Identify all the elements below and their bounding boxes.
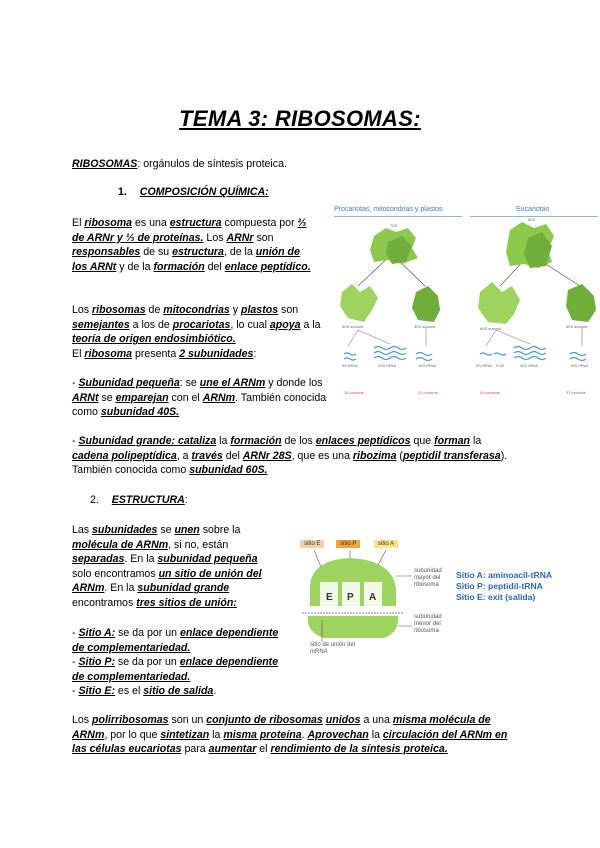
subunit-30s-icon [412, 286, 440, 322]
term-ribosomas: RIBOSOMAS [72, 158, 138, 170]
figure-left-title: Procariotas, mitocondrias y plastos [334, 206, 443, 213]
subunit-50s-icon [340, 284, 378, 322]
slot-a: A [369, 592, 377, 603]
tag-site-p: sitio P [336, 540, 360, 548]
subunit-40s-icon [566, 284, 596, 322]
rrna-wave-icon [480, 347, 586, 361]
paragraph-polyribosomes: Los polirribosomas son un conjunto de ribosomas unidos a una misma molécula de ARNm, por lo que sintetizan la misma proteína. Aprovechan la circulación del ARNm en las células eucariotas para aumentar el rendimiento de la síntesis proteica. [72, 714, 508, 756]
ribosome-composition-figure: Procariotas, mitocondrias y plastos Eucariotas 70S 80S 50S subunit 30S subunit 60S subunit 40S subunit 5S rRNA 23S rRNA 16S rRNA 5S rRNA 5.8S 28S rRNA 18S rRNA 34 proteins 21 proteins 49 proteins 33 proteins [330, 206, 600, 406]
paragraph-organelles: Los ribosomas de mitocondrias y plastos son semejantes a los de procariotas, lo cual apoya a la teoría de origen endosimbiótico. El ribosoma presenta 2 subunidades: [72, 304, 321, 360]
slot-p: P [347, 592, 354, 603]
legend-site-a: Sitio A: aminoacil-tRNA [456, 570, 553, 580]
list-item: - Sitio E: es el sitio de salida. [72, 685, 217, 698]
section-2-heading: 2. ESTRUCTURA: [90, 494, 188, 506]
label-mrna-site: sitio de unión del mRNA [310, 642, 356, 655]
label-major-subunit: subunidad mayor del ribosoma [414, 568, 442, 588]
ribosome-diagram [330, 206, 600, 406]
ribosome-70s-icon [370, 228, 418, 264]
small-subunit-shape [308, 616, 398, 638]
ribosome-sites-figure [292, 532, 592, 662]
section-1-heading: 1. COMPOSICIÓN QUÍMICA: [118, 186, 269, 198]
page-title: TEMA 3: RIBOSOMAS: [179, 106, 421, 131]
paragraph-composition: El ribosoma es una estructura compuesta por ⅔ de ARNr y ⅓ de proteínas. Los ARNr son responsables de su estructura, de la unión de los ARNt y de la formación del enlace peptídico. [72, 217, 311, 273]
paragraph-large-subunit: - Subunidad grande: cataliza la formación de los enlaces peptídicos que forman la cadena polipeptídica, a través del ARNr 28S, que es una ribozima (peptidil transferasa). También conocida como subunidad 60S. [72, 435, 508, 477]
tag-site-a: sitio A [374, 540, 398, 548]
legend-site-p: Sitio P: peptidil-tRNA [456, 581, 543, 591]
rrna-wave-icon [344, 347, 432, 361]
paragraph-structure: Las subunidades se unen sobre la molécula de ARNm, si no, están separadas. En la subunidad pequeña solo encontramos un sitio de unión del ARNm. En la subunidad grande encontramos tres sitios de unión: [72, 524, 262, 609]
slot-e: E [326, 592, 333, 603]
list-item: - Sitio P: se da por un enlace dependiente de complementariedad. [72, 656, 279, 683]
sites-legend [456, 570, 552, 603]
list-item: - Sitio A: se da por un enlace dependiente de complementariedad. [72, 627, 279, 654]
intro-line: RIBOSOMAS: orgánulos de síntesis proteica. [72, 158, 287, 170]
subunit-60s-icon [478, 282, 520, 324]
sites-list [72, 626, 287, 699]
paragraph-small-subunit: - Subunidad pequeña: se une el ARNm y donde los ARNt se emparejan con el ARNm. También conocida como subunidad 40S. [72, 377, 327, 419]
label-minor-subunit: subunidad menor del ribosoma [414, 614, 442, 634]
figure-right-title: Eucariotas [516, 206, 550, 213]
ribosome-80s-icon [506, 222, 554, 268]
tag-site-e: sitio E [300, 540, 324, 548]
legend-site-e: Sitio E: exit (salida) [456, 592, 536, 602]
